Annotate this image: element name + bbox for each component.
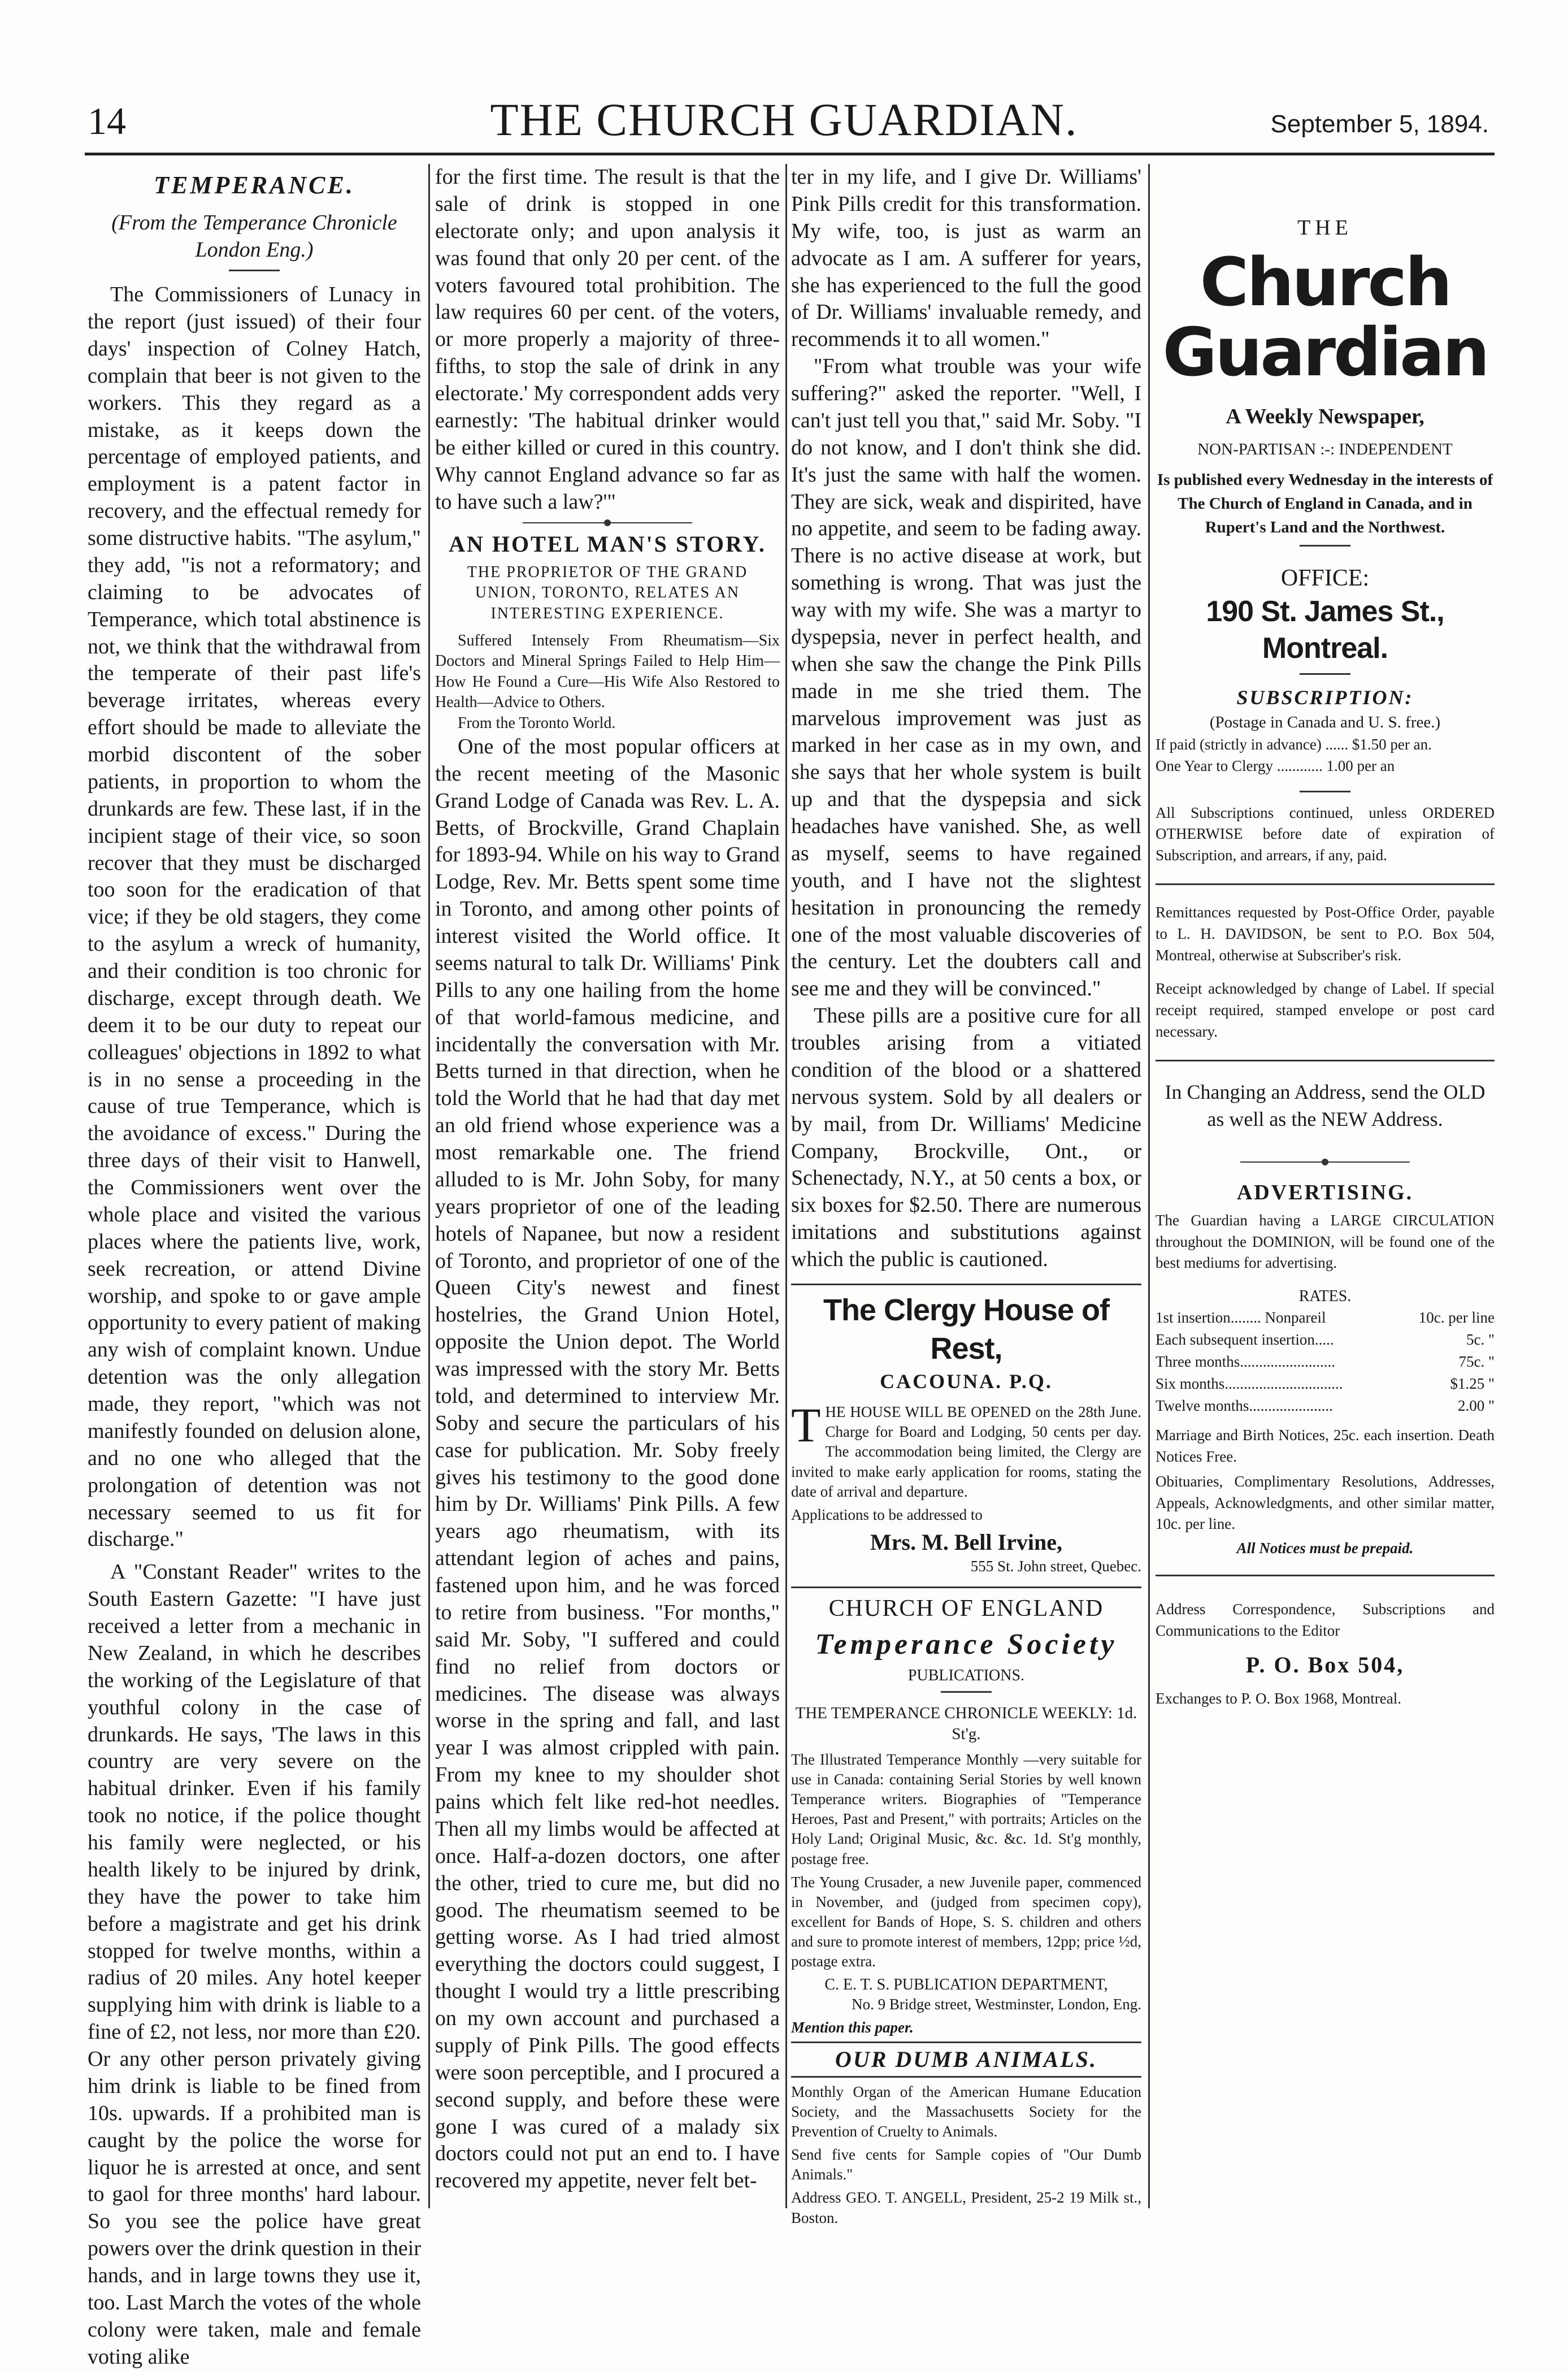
short-rule	[1300, 791, 1350, 792]
coe-chronicle: THE TEMPERANCE CHRONICLE WEEKLY: 1d. St'g.	[795, 1704, 1137, 1743]
dumb-animals-title: OUR DUMB ANIMALS.	[791, 2041, 1141, 2078]
non-partisan: NON-PARTISAN :-: INDEPENDENT	[1197, 440, 1453, 458]
nameplate-the: THE	[1297, 216, 1353, 240]
drop-cap: T	[791, 1398, 821, 1453]
short-rule	[229, 270, 280, 271]
coe-title: CHURCH OF ENGLAND	[828, 1596, 1104, 1622]
divider	[791, 1587, 1141, 1588]
coe-monthly: The Illustrated Temperance Monthly —very suitable for use in Canada: containing Serial Stories by well known Temperance writers. Biographies of "Temperance Heroes, Past and Present," with portraits; Articles on the Holy Land; Original Music, &c. &c. 1d. St'g monthly, postage free.	[791, 1751, 1141, 1867]
coe-mention: Mention this paper.	[791, 2019, 914, 2036]
coe-publications: PUBLICATIONS.	[907, 1666, 1025, 1684]
ornament-rule	[1240, 1161, 1410, 1163]
temperance-paragraph-1: The Commissioners of Lunacy in the report (just issued) of their four days' inspection of Colney Hatch, complain that beer is not given to the workers. This they regard as a mistake, as it keeps down the percentage of employed patients, and employment is a patent factor in recovery, and the effectual remedy for some distructive habits. "The asylum," they add, "is not a reformatory; and claiming to be advocates of Temperance, which total abstinence is not, we think that the withdrawal from the temperate of their past life's beverage irritates, whereas every effort should be made to alleviate the morbid discontent of the sober patients, in proportion to whom the drunkards are few. These last, if in the incipient stage of their vice, so soon recover that they must be discharged too soon for the eradication of that vice; if they be old stagers, they come to the asylum a wreck of humanity, and their condition is too chronic for discharge, except through death. We deem it to be our duty to repeat our colleagues' objections in 1892 to what is in no sense a proceeding in the cause of true Temperance, which is the avoidance of excess." During the three days of their visit to Hanwell, the Commissioners went over the whole place and visited the various places where the patients live, work, seek recreation, or attend Divine worship, and spoke to or gave ample opportunity to every patient of making any wish of complaint known. Undue detention was the only allegation made, they report, "which was not manifestly founded on delusion alone, and no one who alleged that the prolongation of detention was not necessary seemed to us fit for discharge."	[88, 283, 421, 1551]
po-box: P. O. Box 504,	[1245, 1652, 1405, 1678]
rate-value: 75c. "	[1458, 1353, 1495, 1370]
office-label: OFFICE:	[1280, 565, 1370, 591]
rates-title: RATES.	[1298, 1288, 1352, 1306]
rate-value: 5c. "	[1466, 1330, 1495, 1348]
rate-value: $1.25 "	[1450, 1375, 1495, 1392]
rate-label: Six months...............................	[1156, 1375, 1343, 1392]
rates-row	[1156, 1351, 1495, 1373]
rates-row	[1156, 1395, 1495, 1417]
rate-value: 10c. per line	[1418, 1308, 1495, 1326]
rates-row	[1156, 1329, 1495, 1351]
coe-department-address: No. 9 Bridge street, Westminster, London, Eng.	[852, 1996, 1141, 2013]
divider	[1156, 1575, 1495, 1576]
subscription-continued: All Subscriptions continued, unless ORDERED OTHERWISE before date of expiration of Subscription, and arrears, if any, paid.	[1156, 804, 1495, 864]
temperance-source: (From the Temperance Chronicle London Eng.)	[111, 211, 397, 262]
rate-label: Three months.........................	[1156, 1353, 1335, 1370]
advertising-title: ADVERTISING.	[1236, 1181, 1414, 1205]
change-address: In Changing an Address, send the OLD as well as the NEW Address.	[1165, 1080, 1486, 1131]
short-rule	[941, 1691, 992, 1693]
story-deck: Suffered Intensely From Rheumatism—Six Doctors and Mineral Springs Failed to Help Him—How He Found a Cure—His Wife Also Restored to Health—Advice to Others.	[435, 631, 780, 712]
clergy-house-title: The Clergy House of Rest,	[823, 1293, 1110, 1366]
clergy-contact-name: Mrs. M. Bell Irvine,	[870, 1529, 1062, 1555]
dumb-animals-send: Send five cents for Sample copies of "Our Dumb Animals."	[791, 2146, 1141, 2183]
marriage-notices: Marriage and Birth Notices, 25c. each insertion. Death Notices Free.	[1156, 1427, 1495, 1466]
published-info: Is published every Wednesday in the interests of The Church of England in Canada, and in Rupert's Land and the Northwest.	[1157, 470, 1493, 536]
short-rule	[1300, 673, 1350, 675]
clergy-house-place: CACOUNA. P.Q.	[880, 1369, 1053, 1393]
story-continued-2: "From what trouble was your wife suffering?" asked the reporter. "Well, I can't just tell you that," said Mr. Soby. "I do not know, and I don't think she did. It's just the same with half the women. They are sick, weak and dispirited, have no appetite, and seem to be fading away. There is no active disease at work, but something is wrong. That was just the way with my wife. She was a martyr to dyspepsia, never in perfect health, and when she saw the change the Pink Pills made in me she tried them. The marvelous improvement was just as marked in her case as in my own, and she says that her whole system is built up and that the dyspepsia and sick headaches have vanished. She, as well as myself, seems to have regained youth, and I have not the slightest hesitation in pronouncing the remedy one of the most valuable discoveries of the century. Let the doubters call and see me and they will be convinced."	[791, 354, 1141, 1001]
column-temperance	[88, 164, 421, 2369]
exchanges: Exchanges to P. O. Box 1968, Montreal.	[1156, 1690, 1401, 1707]
advertising-text: The Guardian having a LARGE CIRCULATION throughout the DOMINION, will be found one of the best mediums for advertising.	[1156, 1211, 1495, 1272]
story-subheading: THE PROPRIETOR OF THE GRAND UNION, TORONTO, RELATES AN INTERESTING EXPERIENCE.	[467, 563, 748, 622]
dumb-animals-text: Monthly Organ of the American Humane Education Society, and the Massachusetts Society for the Prevention of Cruelty to Animals.	[791, 2083, 1141, 2140]
rates-row	[1156, 1307, 1495, 1329]
column-paper-info	[1156, 164, 1495, 2208]
issue-date: September 5, 1894.	[1270, 110, 1489, 138]
divider	[1156, 1060, 1495, 1061]
ornament-rule	[523, 522, 692, 523]
story-body: One of the most popular officers at the recent meeting of the Masonic Grand Lodge of Canada was Rev. L. A. Betts, of Brockville, Grand Chaplain for 1893-94. While on his way to Grand Lodge, Rev. Mr. Betts spent some time in Toronto, and among other points of interest visited the World office. It seems natural to talk Dr. Williams' Pink Pills to any one hailing from the home of that world-famous medicine, and incidentally the conversation with Mr. Betts turned in that direction, when he told the World that he had that day met an old friend whose experience was a most remarkable one. The friend alluded to is Mr. John Soby, for many years proprietor of one of the leading hotels of Napanee, but now a resident of Toronto, and proprietor of one of the Queen City's newest and finest hostelries, the Grand Union Hotel, opposite the Union depot. The World was impressed with the story Mr. Betts told, and determined to interview Mr. Soby and secure the particulars of his case for publication. Mr. Soby freely gives his testimony to the good done him by Dr. Williams' Pink Pills. A few years ago rheumatism, with its attendant legion of aches and pains, fastened upon him, and he was forced to retire from business. "For months," said Mr. Soby, "I suffered and could find no relief from doctors or medicines. The disease was always worse in the spring and fall, and last year I was almost crippled with pain. From my knee to my shoulder shot pains which felt like red-hot needles. Then all my limbs would be affected at once. Half-a-dozen doctors, one after the other, tried to cure me, but did no good. The rheumatism seemed to be getting worse. As I had tried almost everything the doctors could suggest, I thought I would try a little prescribing on my own account and purchased a supply of Pink Pills. The good effects were soon perceptible, and I procured a second supply, and before these were gone I was cured of a malady six doctors could not put an end to. I have recovered my appetite, never felt bet-	[435, 734, 780, 2193]
page-header	[0, 0, 1568, 164]
dumb-animals-address: Address GEO. T. ANGELL, President, 25-2 19 Milk st., Boston.	[791, 2189, 1141, 2226]
rate-label: Each subsequent insertion.....	[1156, 1330, 1334, 1348]
weekly-newspaper: A Weekly Newspaper,	[1226, 404, 1424, 428]
clergy-house-text: THE HOUSE WILL BE OPENED on the 28th June. Charge for Board and Lodging, 50 cents per day. The accommodation being limited, the Clergy are invited to make early application for rooms, stating the date of arrival and departure.	[791, 1398, 1141, 1500]
prepaid-note: All Notices must be prepaid.	[1236, 1540, 1414, 1557]
rates-row	[1156, 1373, 1495, 1395]
rate-label: 1st insertion........ Nonpareil	[1156, 1308, 1326, 1326]
story-heading: AN HOTEL MAN'S STORY.	[449, 531, 766, 557]
subscription-postage: (Postage in Canada and U. S. free.)	[1209, 713, 1441, 732]
story-continued-1: ter in my life, and I give Dr. Williams' Pink Pills credit for this transformation. My wife, too, is just as warm an advocate as I am. A sufferer for years, she has experienced to the full the good of Dr. Williams' invaluable remedy, and recommends it to all women."	[791, 165, 1141, 352]
office-address: 190 St. James St., Montreal.	[1206, 595, 1444, 665]
subscription-rate-2: One Year to Clergy ............ 1.00 per an	[1156, 757, 1395, 774]
coe-crusader: The Young Crusader, a new Juvenile paper, commenced in November, and (judged from specimen copy), excellent for Bands of Hope, S. S. children and others and sure to promote interest of members, 12pp; price ½d, postage extra.	[791, 1873, 1141, 1970]
divider	[791, 1284, 1141, 1285]
short-rule	[1300, 545, 1350, 547]
column-rule-3	[1148, 164, 1150, 2208]
receipt-note: Receipt acknowledged by change of Label. If special receipt required, stamped envelope or post card necessary.	[1156, 980, 1495, 1041]
obituaries: Obituaries, Complimentary Resolutions, Addresses, Appeals, Acknowledgments, and other similar matter, 10c. per line.	[1156, 1472, 1495, 1533]
remittances: Remittances requested by Post-Office Order, payable to L. H. DAVIDSON, be sent to P.O. Box 504, Montreal, otherwise at Subscriber's risk.	[1156, 904, 1495, 964]
column-story-continued	[791, 164, 1141, 2226]
subscription-rate-1: If paid (strictly in advance) ...... $1.50 per an.	[1156, 736, 1432, 753]
page-number: 14	[88, 99, 126, 142]
continued-paragraph: for the first time. The result is that the sale of drink is stopped in one electorate only; and upon analysis it was found that only 20 per cent. of the voters favoured total prohibition. The law requires 60 per cent. of the voters, or more properly a majority of three-fifths, to stop the sale of drink in any electorate.' My correspondent adds very earnestly: 'The habitual drinker would be either killed or cured in this country. Why cannot England advance so far as to have such a law?'"	[435, 165, 780, 514]
divider	[1156, 883, 1495, 885]
column-rule-2	[785, 164, 787, 2208]
clergy-contact-address: 555 St. John street, Quebec.	[970, 1558, 1141, 1575]
rates-table	[1156, 1307, 1495, 1418]
column-hotel-story	[435, 164, 780, 2208]
masthead-title: THE CHURCH GUARDIAN.	[490, 94, 1078, 145]
story-source: From the Toronto World.	[458, 714, 616, 732]
column-rule-1	[428, 164, 430, 2208]
coe-department: C. E. T. S. PUBLICATION DEPARTMENT,	[824, 1976, 1108, 1994]
story-continued-3: These pills are a positive cure for all troubles arising from a vitiated condition of the blood or a shattered nervous system. Sold by all dealers or by mail, from Dr. Williams' Medicine Company, Brockville, Ont., or Schenectady, N.Y., at 50 cents a box, or six boxes for $2.50. There are numerous imitations and substitutions against which the public is cautioned.	[791, 1004, 1141, 1271]
address-correspondence: Address Correspondence, Subscriptions and Communications to the Editor	[1156, 1601, 1495, 1640]
rate-value: 2.00 "	[1457, 1397, 1495, 1415]
coe-society: Temperance Society	[815, 1628, 1118, 1661]
temperance-paragraph-2: A "Constant Reader" writes to the South Eastern Gazette: "I have just received a letter from a mechanic in New Zealand, in which he describes the working of the Legislature of that youthful colony in the case of drunkards. He says, 'The laws in this country are very severe on the habitual drinker. Even if his family took no notice, if the police thought his family were neglected, or his health likely to be injured by drink, they have the power to take him before a magistrate and get his drink stopped for twelve months, within a radius of 20 miles. Any hotel keeper supplying him with drink is liable to a fine of £2, not less, nor more than £20. Or any other person privately giving him drink is liable to be fined from 10s. upwards. If a prohibited man is caught by the police the worse for liquor he is arrested at once, and sent to gaol for three months' hard labour. So you see the police have great powers over the drink question in their hands, and in large towns they use it, too. Last March the votes of the whole colony were taken, male and female voting alike	[88, 1560, 421, 2369]
clergy-apply: Applications to be addressed to	[791, 1506, 983, 1523]
temperance-heading: TEMPERANCE.	[154, 171, 355, 199]
header-rule	[85, 153, 1495, 155]
rate-label: Twelve months......................	[1156, 1397, 1333, 1415]
nameplate-church-guardian: Church Guardian	[1162, 242, 1488, 391]
subscription-title: SUBSCRIPTION:	[1236, 686, 1414, 709]
